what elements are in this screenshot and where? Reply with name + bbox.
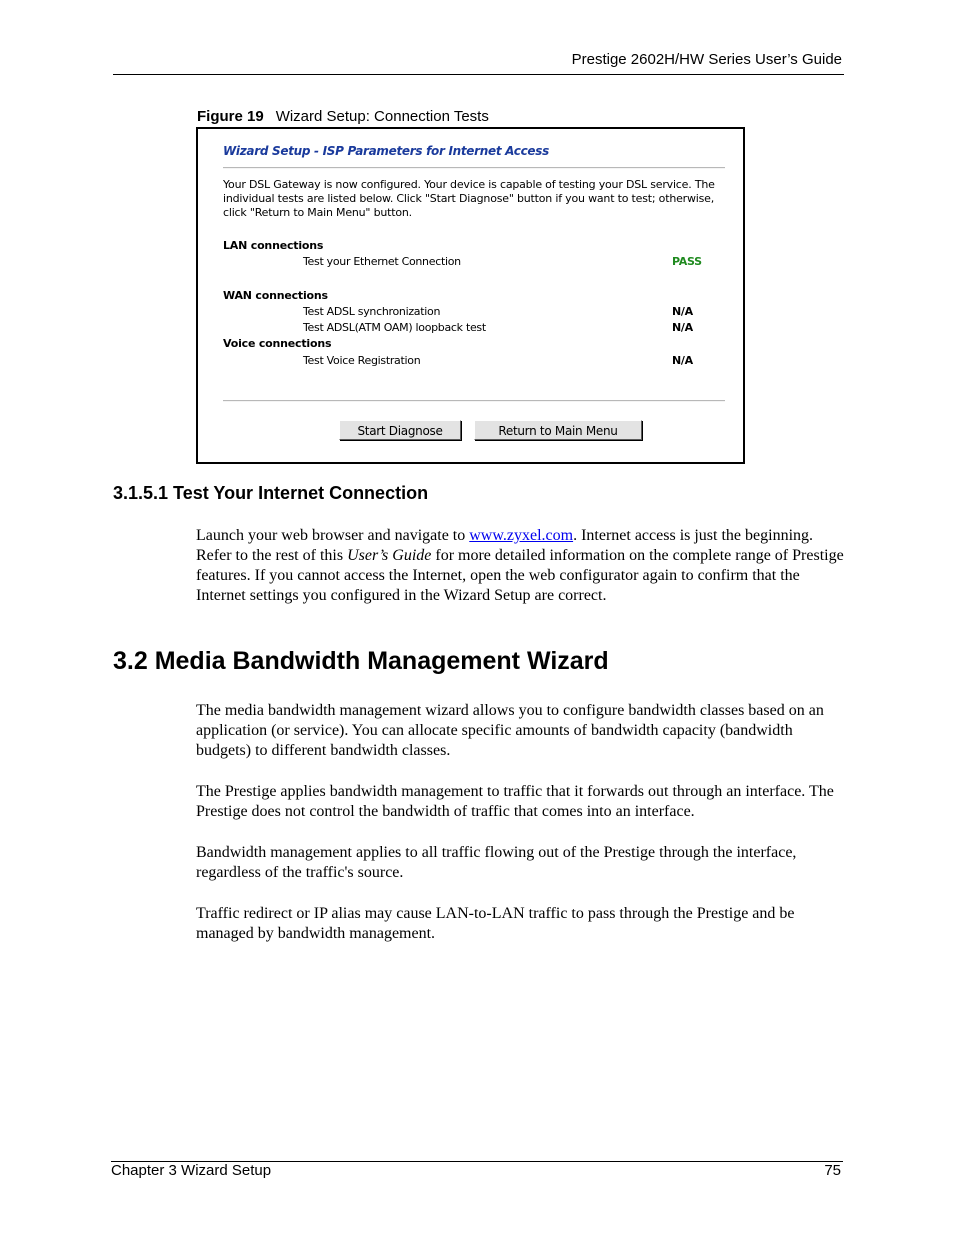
wizard-intro-text: Your DSL Gateway is now configured. Your device is capable of testing your DSL service. The individual tests are listed below. Click "Start Diagnose" button if you want to test; otherwise, click "Return to Main Menu" button. [223, 178, 715, 219]
test-voice-registration-result: N/A [672, 354, 693, 367]
test-adsl-sync-label: Test ADSL synchronization [303, 305, 441, 318]
zyxel-link[interactable]: www.zyxel.com [469, 527, 574, 544]
page-header-title: Prestige 2602H/HW Series User’s Guide [571, 51, 842, 68]
section-heading-test-internet: 3.1.5.1 Test Your Internet Connection [113, 483, 429, 503]
return-to-main-menu-button[interactable]: Return to Main Menu [474, 420, 642, 440]
wizard-screenshot [196, 127, 745, 464]
paragraph-text: . Internet access is just the beginning. Refer to the rest of this [196, 527, 814, 564]
paragraph-bandwidth-redirect: Traffic redirect or IP alias may cause LAN-to-LAN traffic to pass through the Prestige and be managed by bandwidth management. [196, 905, 795, 942]
figure-caption-text: Wizard Setup: Connection Tests [275, 108, 489, 125]
section-heading-media-bandwidth: 3.2 Media Bandwidth Management Wizard [113, 647, 609, 675]
paragraph-text: Launch your web browser and navigate to [196, 527, 470, 544]
wizard-title-divider [223, 167, 725, 169]
footer-page-number: 75 [824, 1162, 841, 1179]
paragraph-test-internet [196, 526, 844, 606]
test-adsl-sync-result: N/A [672, 305, 693, 318]
lan-connections-heading: LAN connections [223, 239, 324, 252]
paragraph-bandwidth-outgoing: Bandwidth management applies to all traffic flowing out of the Prestige through the interface, regardless of the traffic's source. [196, 844, 797, 881]
voice-connections-heading: Voice connections [223, 337, 332, 350]
wan-connections-heading: WAN connections [223, 289, 328, 302]
paragraph-text: for more detailed information on the complete range of Prestige features. If you cannot access the Internet, open the web configurator again to confirm that the Internet settings you configured in the Wizard Setup are correct. [196, 547, 844, 604]
test-voice-registration-label: Test Voice Registration [303, 354, 421, 367]
test-ethernet-label: Test your Ethernet Connection [303, 255, 461, 268]
paragraph-bandwidth-intro: The media bandwidth management wizard allows you to configure bandwidth classes based on an application (or service). You can allocate specific amounts of bandwidth capacity (bandwidth budgets) to different bandwidth classes. [196, 702, 824, 759]
paragraph-bandwidth-forwarding: The Prestige applies bandwidth management to traffic that it forwards out through an interface. The Prestige does not control the bandwidth of traffic that comes into an interface. [196, 783, 834, 820]
figure-caption [197, 108, 489, 125]
test-adsl-loopback-result: N/A [672, 321, 693, 334]
wizard-bottom-divider [223, 400, 725, 402]
figure-label: Figure 19 [197, 108, 264, 125]
start-diagnose-button[interactable]: Start Diagnose [339, 420, 461, 440]
test-adsl-loopback-label: Test ADSL(ATM OAM) loopback test [303, 321, 486, 334]
header-rule [113, 74, 844, 75]
wizard-title: Wizard Setup - ISP Parameters for Internet Access [223, 144, 549, 158]
footer-chapter: Chapter 3 Wizard Setup [111, 1162, 272, 1179]
paragraph-italic-text: User’s Guide [347, 547, 432, 564]
test-ethernet-result: PASS [672, 255, 702, 268]
